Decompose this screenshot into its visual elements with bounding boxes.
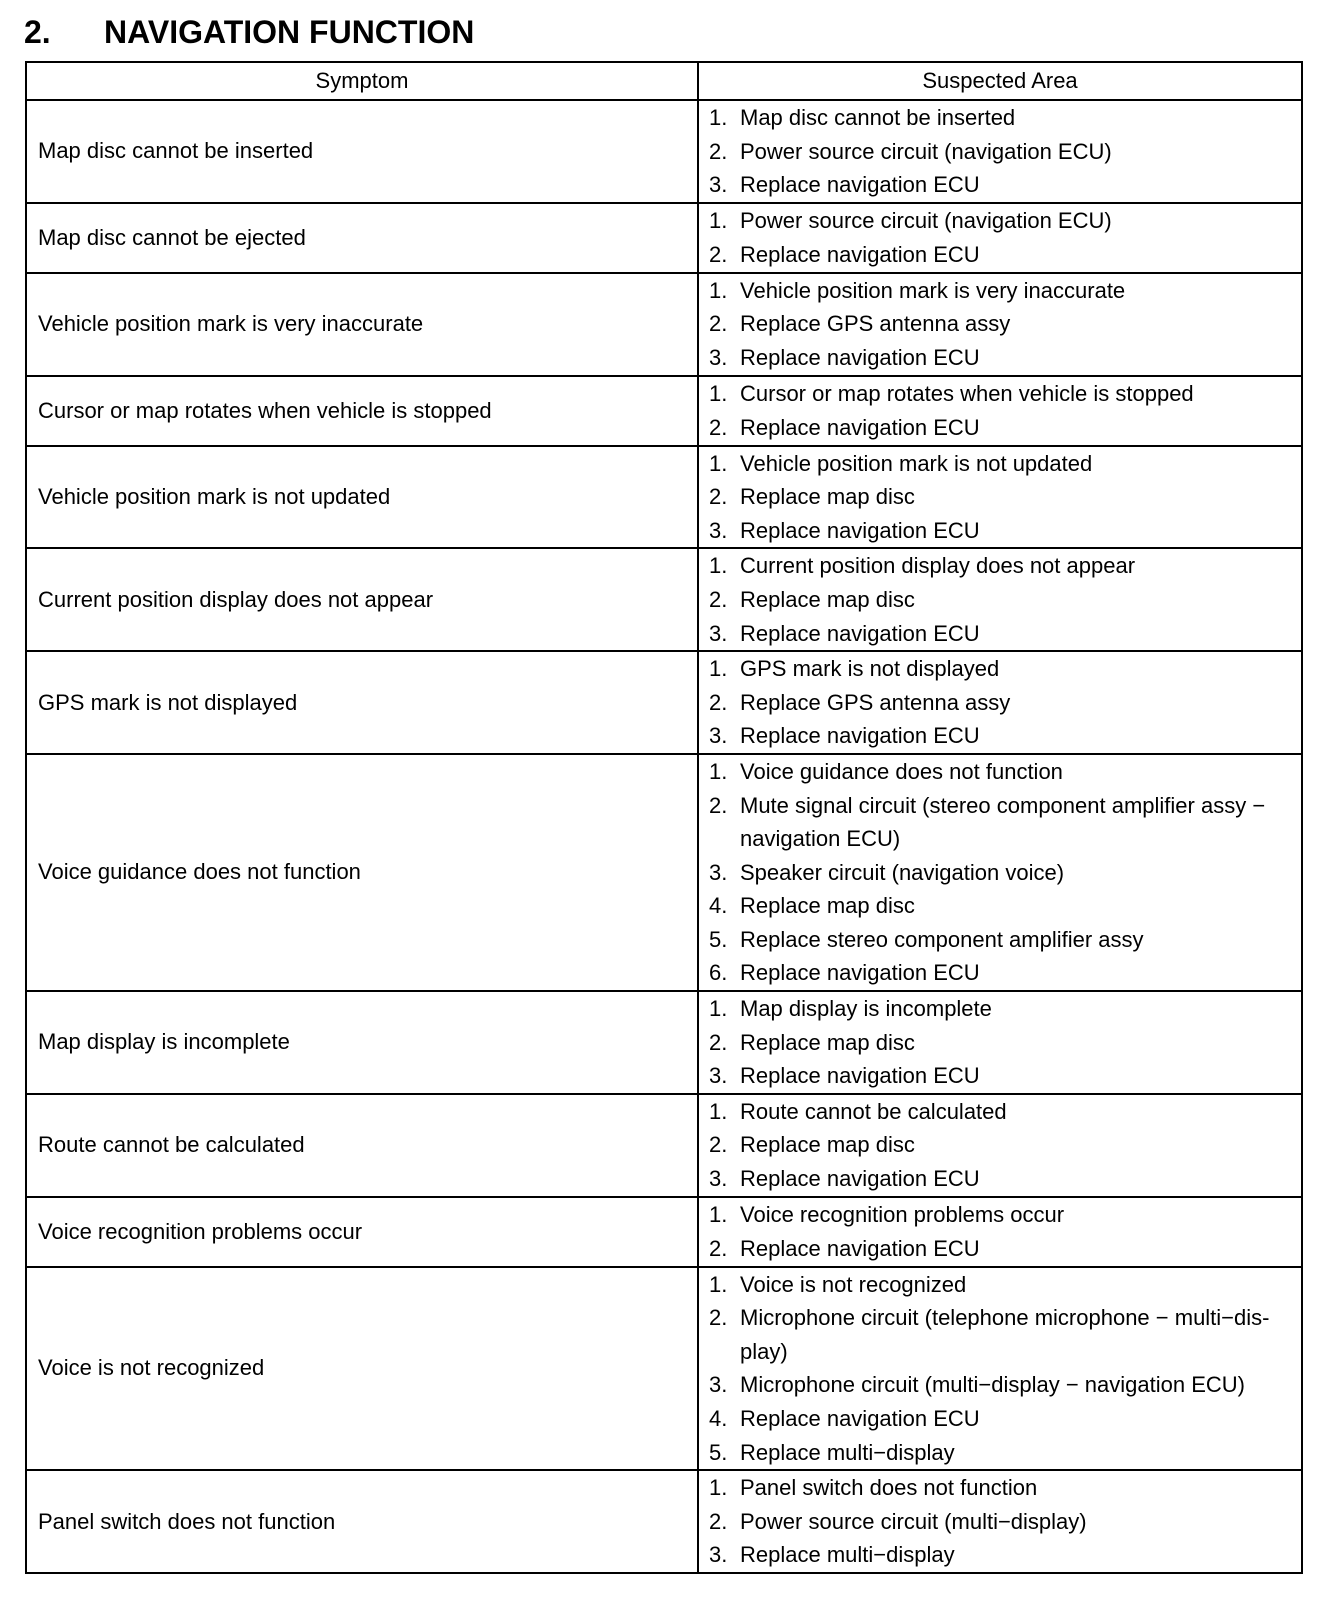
list-item <box>709 377 1293 411</box>
item-text: Cursor or map rotates when vehicle is stopped <box>740 380 1194 406</box>
item-text: Replace map disc <box>740 893 915 919</box>
suspected-area-cell <box>698 1470 1302 1573</box>
item-number: 2. <box>709 1029 728 1055</box>
table-row <box>26 1094 1302 1197</box>
suspected-area-list <box>709 652 1293 753</box>
item-text: Power source circuit (navigation ECU) <box>740 208 1112 234</box>
suspected-area-cell <box>698 991 1302 1094</box>
suspected-area-cell <box>698 1267 1302 1471</box>
item-text: Microphone circuit (telephone microphone − multi−dis-play) <box>740 1305 1270 1364</box>
list-item <box>709 238 1293 272</box>
suspected-area-list <box>709 1095 1293 1196</box>
table-row <box>26 376 1302 446</box>
item-number: 1. <box>709 1475 728 1501</box>
item-number: 5. <box>709 1439 728 1465</box>
list-item <box>709 307 1293 341</box>
item-number: 3. <box>709 1372 728 1398</box>
suspected-area-cell <box>698 1094 1302 1197</box>
table-body <box>26 100 1302 1573</box>
item-text: Replace navigation ECU <box>740 414 980 440</box>
symptom-cell: Cursor or map rotates when vehicle is stopped <box>26 376 698 446</box>
list-item <box>709 1128 1293 1162</box>
table-row <box>26 651 1302 754</box>
suspected-area-cell <box>698 548 1302 651</box>
item-text: Replace navigation ECU <box>740 1235 980 1261</box>
list-item <box>709 686 1293 720</box>
list-item <box>709 652 1293 686</box>
item-text: Panel switch does not function <box>740 1475 1038 1501</box>
item-number: 4. <box>709 1406 728 1431</box>
item-text: Replace multi−display <box>740 1439 955 1465</box>
suspected-area-list <box>709 1471 1293 1572</box>
item-text: Route cannot be calculated <box>740 1098 1007 1124</box>
item-number: 6. <box>709 960 728 986</box>
item-number: 4. <box>709 893 728 919</box>
item-number: 2. <box>709 586 728 612</box>
item-text: Speaker circuit (navigation voice) <box>740 859 1065 885</box>
item-text: Replace map disc <box>740 586 915 612</box>
item-number: 3. <box>709 344 728 370</box>
suspected-area-cell <box>698 754 1302 991</box>
table-row <box>26 1197 1302 1267</box>
item-text: Vehicle position mark is very inaccurate <box>740 277 1126 303</box>
symptom-cell: Route cannot be calculated <box>26 1094 698 1197</box>
item-text: Microphone circuit (multi−display − navigation ECU) <box>740 1372 1245 1398</box>
list-item <box>709 1402 1293 1436</box>
item-number: 3. <box>709 1063 728 1089</box>
list-item <box>709 204 1293 238</box>
list-item <box>709 1301 1293 1368</box>
list-item <box>709 1095 1293 1129</box>
symptom-cell: Map disc cannot be inserted <box>26 100 698 203</box>
suspected-area-column-header: Suspected Area <box>698 62 1302 100</box>
list-item <box>709 411 1293 445</box>
symptom-cell: Map display is incomplete <box>26 991 698 1094</box>
list-item <box>709 549 1293 583</box>
item-number: 3. <box>709 172 728 198</box>
item-number: 2. <box>709 241 728 267</box>
symptom-cell: Voice is not recognized <box>26 1267 698 1471</box>
item-number: 1. <box>709 380 728 406</box>
table-row <box>26 754 1302 991</box>
item-text: GPS mark is not displayed <box>740 656 1000 682</box>
table-row <box>26 1267 1302 1471</box>
suspected-area-cell <box>698 203 1302 273</box>
symptom-cell: GPS mark is not displayed <box>26 651 698 754</box>
item-text: Replace navigation ECU <box>740 241 980 267</box>
table-header-row <box>26 62 1302 100</box>
item-number: 2. <box>709 311 728 337</box>
item-text: Replace navigation ECU <box>740 517 980 543</box>
suspected-area-list <box>709 755 1293 990</box>
symptom-cell: Vehicle position mark is very inaccurate <box>26 273 698 376</box>
table-row <box>26 991 1302 1094</box>
list-item <box>709 447 1293 481</box>
list-item <box>709 1368 1293 1402</box>
section-title: NAVIGATION FUNCTION <box>104 14 475 50</box>
item-text: Replace stereo component amplifier assy <box>740 926 1144 952</box>
list-item <box>709 856 1293 890</box>
item-number: 3. <box>709 1542 728 1568</box>
table-row <box>26 203 1302 273</box>
item-number: 2. <box>709 689 728 715</box>
list-item <box>709 992 1293 1026</box>
list-item <box>709 1268 1293 1302</box>
symptom-column-header: Symptom <box>26 62 698 100</box>
item-text: Replace navigation ECU <box>740 344 980 370</box>
suspected-area-cell <box>698 100 1302 203</box>
list-item <box>709 1059 1293 1093</box>
list-item <box>709 1471 1293 1505</box>
list-item <box>709 1505 1293 1539</box>
suspected-area-cell <box>698 1197 1302 1267</box>
item-number: 2. <box>709 1508 728 1534</box>
suspected-area-list <box>709 1268 1293 1470</box>
suspected-area-list <box>709 992 1293 1093</box>
item-text: Vehicle position mark is not updated <box>740 450 1093 476</box>
list-item <box>709 341 1293 375</box>
table-row <box>26 273 1302 376</box>
item-number: 1. <box>709 105 728 130</box>
suspected-area-list <box>709 447 1293 548</box>
suspected-area-cell <box>698 446 1302 549</box>
item-number: 2. <box>709 414 728 440</box>
item-number: 1. <box>709 1202 728 1228</box>
item-number: 2. <box>709 1305 728 1331</box>
item-number: 2. <box>709 484 728 510</box>
symptom-cell: Voice guidance does not function <box>26 754 698 991</box>
symptom-table <box>25 61 1303 1574</box>
suspected-area-list <box>709 377 1293 444</box>
suspected-area-list <box>709 204 1293 271</box>
item-text: Voice recognition problems occur <box>740 1202 1065 1228</box>
list-item <box>709 101 1293 135</box>
item-text: Replace GPS antenna assy <box>740 311 1011 337</box>
symptom-cell: Map disc cannot be ejected <box>26 203 698 273</box>
list-item <box>709 719 1293 753</box>
item-text: Map disc cannot be inserted <box>740 105 1016 130</box>
list-item <box>709 889 1293 923</box>
item-number: 1. <box>709 450 728 476</box>
item-text: Replace navigation ECU <box>740 1406 980 1431</box>
list-item <box>709 956 1293 990</box>
list-item <box>709 1538 1293 1572</box>
suspected-area-list <box>709 1198 1293 1265</box>
item-number: 3. <box>709 723 728 749</box>
item-number: 1. <box>709 996 728 1022</box>
table-row <box>26 1470 1302 1573</box>
suspected-area-cell <box>698 376 1302 446</box>
symptom-cell: Voice recognition problems occur <box>26 1197 698 1267</box>
item-text: Replace GPS antenna assy <box>740 689 1011 715</box>
list-item <box>709 583 1293 617</box>
item-number: 1. <box>709 277 728 303</box>
section-number: 2. <box>24 14 51 50</box>
list-item <box>709 617 1293 651</box>
item-number: 5. <box>709 926 728 952</box>
item-text: Map display is incomplete <box>740 996 992 1022</box>
item-text: Replace navigation ECU <box>740 723 980 749</box>
table-row <box>26 548 1302 651</box>
item-text: Current position display does not appear <box>740 553 1136 579</box>
item-text: Replace multi−display <box>740 1542 955 1568</box>
item-text: Replace navigation ECU <box>740 620 980 646</box>
item-number: 1. <box>709 656 728 682</box>
list-item <box>709 755 1293 789</box>
item-number: 2. <box>709 792 728 818</box>
list-item <box>709 1162 1293 1196</box>
list-item <box>709 168 1293 202</box>
item-number: 2. <box>709 1235 728 1261</box>
item-number: 1. <box>709 1271 728 1297</box>
list-item <box>709 514 1293 548</box>
list-item <box>709 135 1293 169</box>
item-text: Replace map disc <box>740 1132 915 1158</box>
list-item <box>709 1026 1293 1060</box>
item-number: 1. <box>709 1098 728 1124</box>
item-number: 3. <box>709 620 728 646</box>
item-text: Power source circuit (navigation ECU) <box>740 138 1112 164</box>
item-number: 2. <box>709 138 728 164</box>
item-number: 1. <box>709 758 728 784</box>
suspected-area-cell <box>698 651 1302 754</box>
suspected-area-list <box>709 274 1293 375</box>
suspected-area-list <box>709 101 1293 202</box>
item-text: Replace navigation ECU <box>740 1166 980 1192</box>
item-text: Replace map disc <box>740 1029 915 1055</box>
item-number: 2. <box>709 1132 728 1158</box>
suspected-area-cell <box>698 273 1302 376</box>
symptom-cell: Vehicle position mark is not updated <box>26 446 698 549</box>
table-row <box>26 100 1302 203</box>
list-item <box>709 1232 1293 1266</box>
item-text: Replace navigation ECU <box>740 172 980 198</box>
list-item <box>709 789 1293 856</box>
item-number: 1. <box>709 553 728 579</box>
item-number: 3. <box>709 517 728 543</box>
symptom-cell: Panel switch does not function <box>26 1470 698 1573</box>
suspected-area-list <box>709 549 1293 650</box>
item-number: 3. <box>709 1166 728 1192</box>
item-number: 3. <box>709 859 728 885</box>
list-item <box>709 480 1293 514</box>
list-item <box>709 923 1293 957</box>
item-text: Power source circuit (multi−display) <box>740 1508 1087 1534</box>
list-item <box>709 1436 1293 1470</box>
item-text: Mute signal circuit (stereo component amplifier assy − navigation ECU) <box>740 792 1266 852</box>
symptom-cell: Current position display does not appear <box>26 548 698 651</box>
item-text: Replace map disc <box>740 484 915 510</box>
item-text: Replace navigation ECU <box>740 1063 980 1089</box>
item-number: 1. <box>709 208 728 234</box>
table-row <box>26 446 1302 549</box>
list-item <box>709 1198 1293 1232</box>
list-item <box>709 274 1293 308</box>
item-text: Replace navigation ECU <box>740 960 980 986</box>
item-text: Voice guidance does not function <box>740 758 1063 784</box>
section-heading <box>24 10 474 54</box>
item-text: Voice is not recognized <box>740 1271 967 1297</box>
